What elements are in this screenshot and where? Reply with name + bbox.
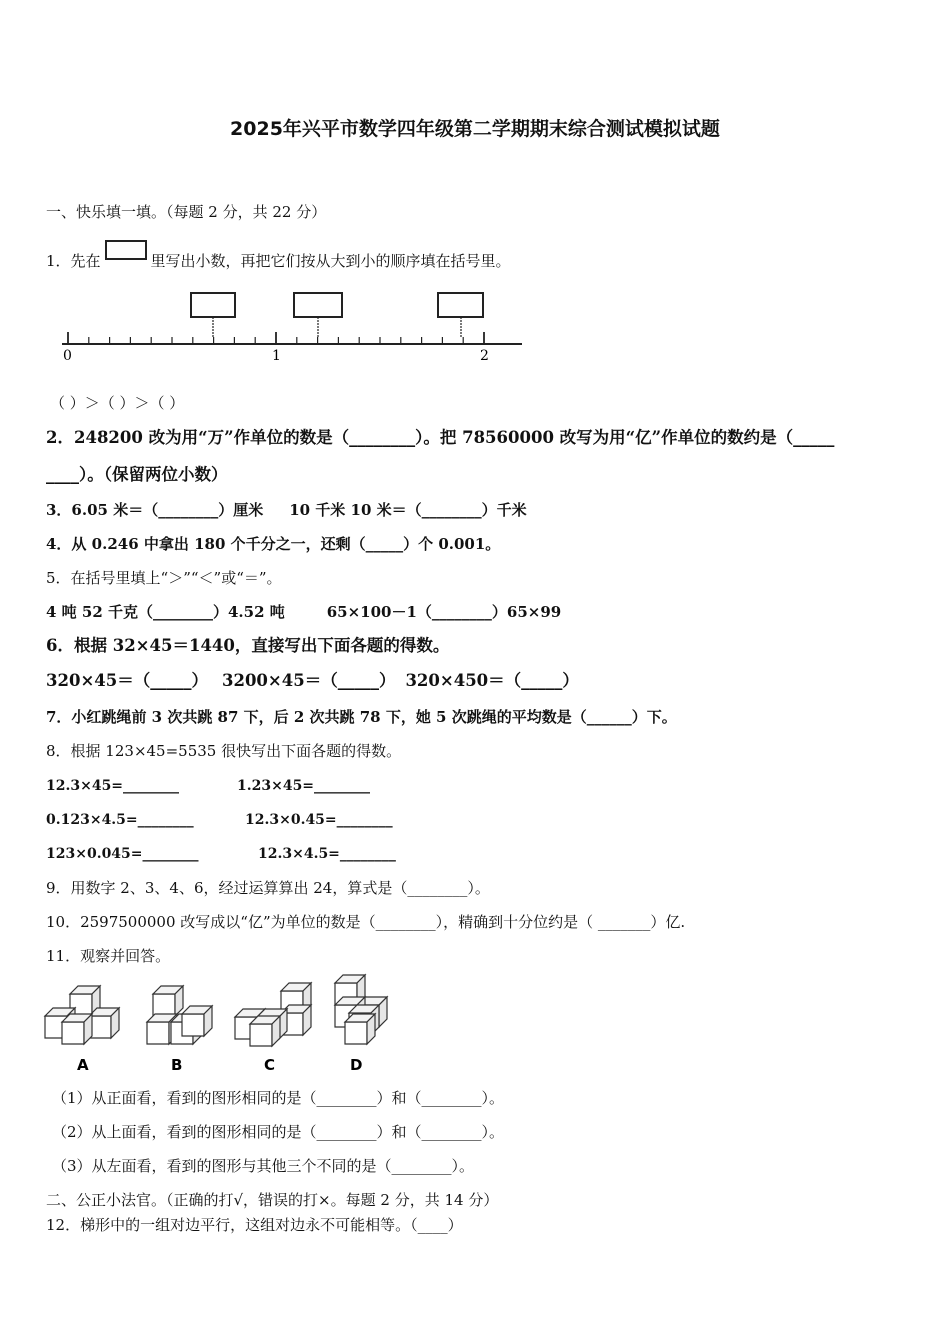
q2-line2: ____）。（保留两位小数） [46,465,228,484]
q6-text: 6．根据 32×45＝1440，直接写出下面各题的得数。 [46,636,450,655]
q11-sub2: （2）从上面看，看到的图形相同的是（________）和（________）。 [52,1123,505,1141]
q9-text: 9．用数字 2、3、4、6，经过运算算出 24，算式是（________）。 [46,879,490,897]
q5-text: 5．在括号里填上“＞”“＜”或“＝”。 [46,569,282,587]
q8-row-2-col-1: 0.123×4.5=________ [46,812,194,828]
q6-c: 320×450＝（_____） [405,671,579,690]
q1-suffix: 里写出小数，再把它们按从大到小的顺序填在括号里。 [150,252,511,270]
q8-text: 8．根据 123×45=5535 很快写出下面各题的得数。 [46,742,402,760]
q8-row-1-col-2: 1.23×45=________ [237,778,371,794]
q4-text: 4．从 0.246 中拿出 180 个千分之一，还剩（_____）个 0.001。 [46,535,501,553]
q10-text: 10．2597500000 改写成以“亿”为单位的数是（________），精确到十分位约是（ _______）亿. [46,913,686,931]
q5-part2: 65×100－1（________）65×99 [326,603,562,621]
q1-prefix: 1．先在 [46,252,101,270]
q1-order-line: （ ）＞（ ）＞（ ） [50,394,185,412]
q7-text: 7．小红跳绳前 3 次共跳 87 下，后 2 次共跳 78 下，她 5 次跳绳的平均数是（______）下。 [46,708,677,726]
figure-label-a: A [77,1056,89,1074]
q11-sub1: （1）从正面看，看到的图形相同的是（________）和（________）。 [52,1089,505,1107]
q2-line1: 2．248200 改为用“万”作单位的数是（________）。把 78560000 改写为用“亿”作单位的数约是（_____ [46,428,835,447]
cube [182,1006,212,1036]
axis-label-0: 0 [63,348,72,364]
q8-row-3-col-2: 12.3×4.5=________ [258,846,396,862]
section2-header: 二、公正小法官。（正确的打√，错误的打×。每题 2 分，共 14 分） [46,1191,499,1209]
figure-label-d: D [350,1056,363,1074]
q8-row-1-col-1: 12.3×45=________ [46,778,180,794]
q8-row-3-col-1: 123×0.045=________ [46,846,199,862]
q11-text: 11．观察并回答。 [46,947,171,965]
q3-part1: 3．6.05 米＝（________）厘米 [46,501,264,519]
figure-label-b: B [171,1056,183,1074]
axis-label-2: 2 [480,348,489,364]
cube [89,1008,119,1038]
cube [153,986,183,1016]
q6-b: 3200×45＝（_____） [221,671,396,690]
section1-header: 一、快乐填一填。（每题 2 分，共 22 分） [46,203,327,221]
cube [345,1014,375,1044]
cube [62,1014,92,1044]
page-title: 2025年兴平市数学四年级第二学期期末综合测试模拟试题 [230,118,720,140]
cube [250,1016,280,1046]
axis-label-1: 1 [272,348,281,364]
q5-part1: 4 吨 52 千克（________）4.52 吨 [46,603,285,621]
q12-text: 12．梯形中的一组对边平行，这组对边永不可能相等。（____） [46,1216,463,1234]
q11-sub3: （3）从左面看，看到的图形与其他三个不同的是（________）。 [52,1157,475,1175]
q6-a: 320×45＝（_____） [46,671,208,690]
q8-row-2-col-2: 12.3×0.45=________ [245,812,393,828]
q3-part2: 10 千米 10 米＝（________）千米 [289,501,527,519]
figure-label-c: C [264,1056,276,1074]
